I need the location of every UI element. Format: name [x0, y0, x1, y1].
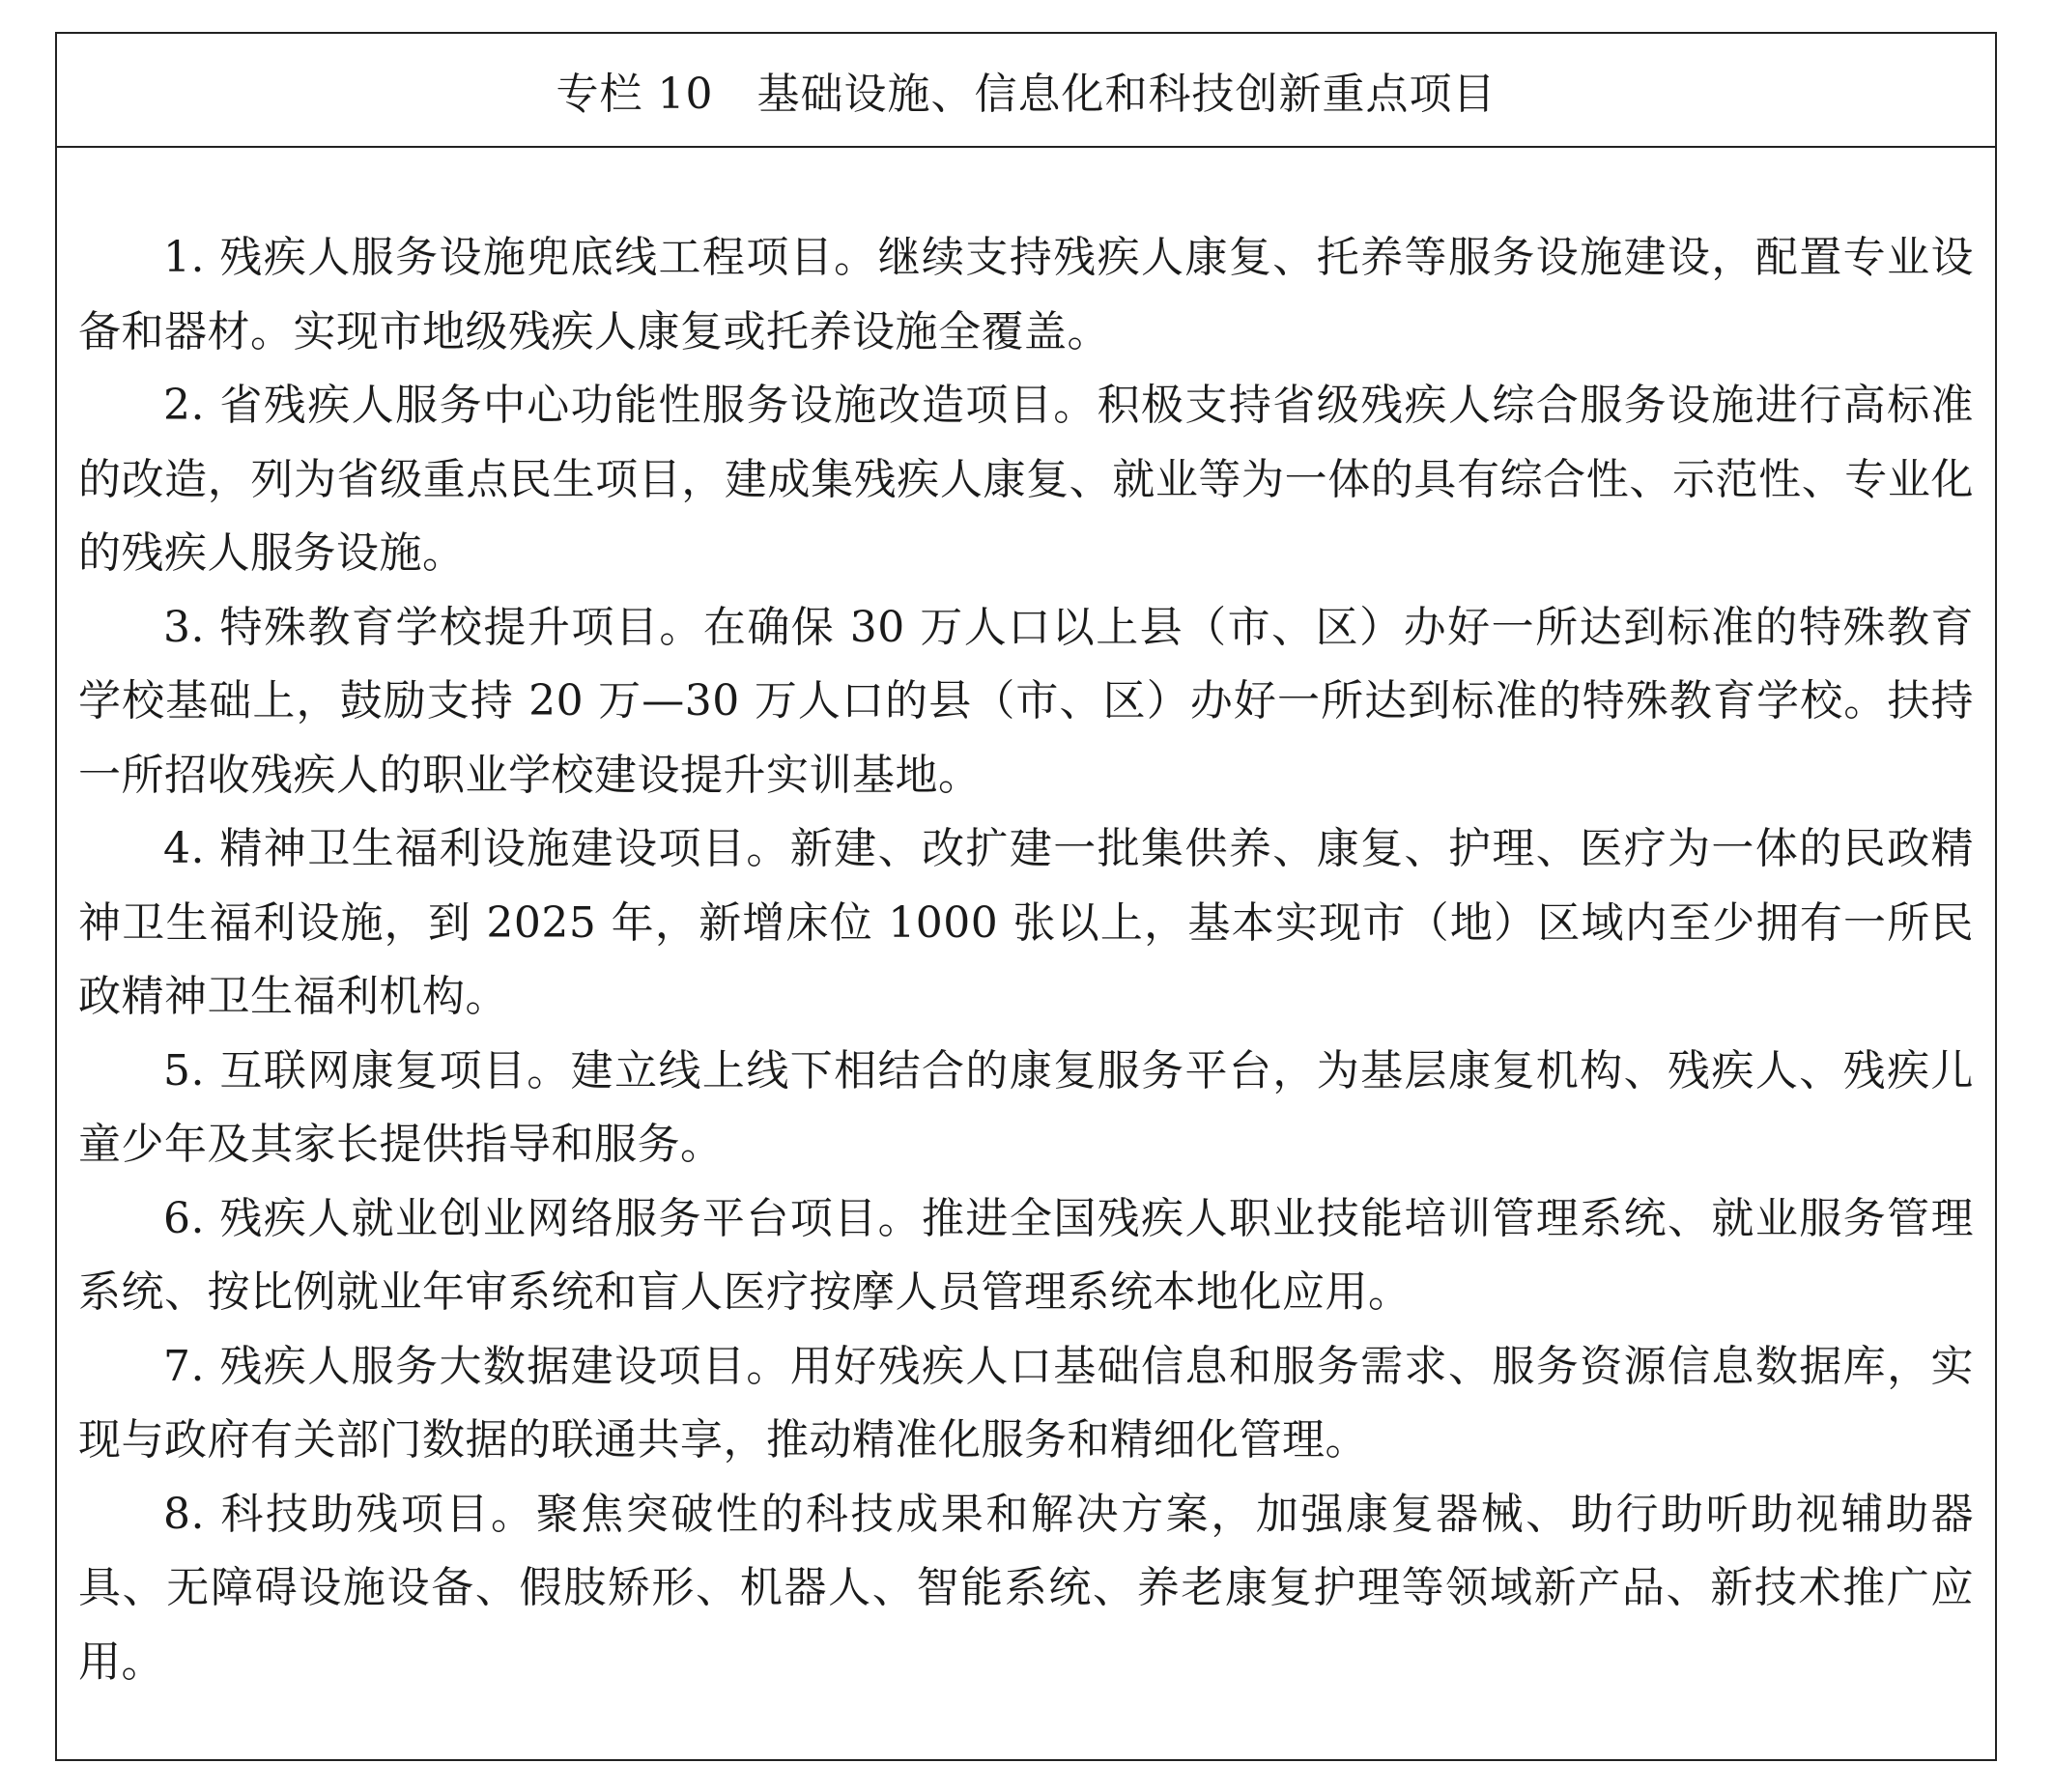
project-item-3: 3. 特殊教育学校提升项目。在确保 30 万人口以上县（市、区）办好一所达到标准的特殊教育学校基础上，鼓励支持 20 万—30 万人口的县（市、区）办好一所达到标准的特殊教育学校。扶持一所招收残疾人的职业学校建设提升实训基地。 [78, 602, 1974, 800]
project-item-7: 7. 残疾人服务大数据建设项目。用好残疾人口基础信息和服务需求、服务资源信息数据库，实现与政府有关部门数据的联通共享，推动精准化服务和精细化管理。 [78, 1341, 1974, 1465]
project-item-6: 6. 残疾人就业创业网络服务平台项目。推进全国残疾人职业技能培训管理系统、就业服务管理系统、按比例就业年审系统和盲人医疗按摩人员管理系统本地化应用。 [78, 1193, 1974, 1317]
panel-header [57, 34, 1995, 148]
panel-body [57, 148, 1995, 1699]
project-item-2: 2. 省残疾人服务中心功能性服务设施改造项目。积极支持省级残疾人综合服务设施进行高标准的改造，列为省级重点民生项目，建成集残疾人康复、就业等为一体的具有综合性、示范性、专业化的残疾人服务设施。 [78, 381, 1974, 578]
project-item-5: 5. 互联网康复项目。建立线上线下相结合的康复服务平台，为基层康复机构、残疾人、残疾儿童少年及其家长提供指导和服务。 [78, 1045, 1974, 1169]
project-panel [55, 32, 1997, 1761]
project-item-4: 4. 精神卫生福利设施建设项目。新建、改扩建一批集供养、康复、护理、医疗为一体的民政精神卫生福利设施，到 2025 年，新增床位 1000 张以上，基本实现市（地）区域内至少拥有一所民政精神卫生福利机构。 [78, 824, 1974, 1021]
panel-title: 专栏 10 基础设施、信息化和科技创新重点项目 [556, 70, 1497, 119]
project-item-1: 1. 残疾人服务设施兜底线工程项目。继续支持残疾人康复、托养等服务设施建设，配置专业设备和器材。实现市地级残疾人康复或托养设施全覆盖。 [78, 233, 1974, 356]
project-item-8: 8. 科技助残项目。聚焦突破性的科技成果和解决方案，加强康复器械、助行助听助视辅助器具、无障碍设施设备、假肢矫形、机器人、智能系统、养老康复护理等领域新产品、新技术推广应用。 [78, 1489, 1974, 1687]
